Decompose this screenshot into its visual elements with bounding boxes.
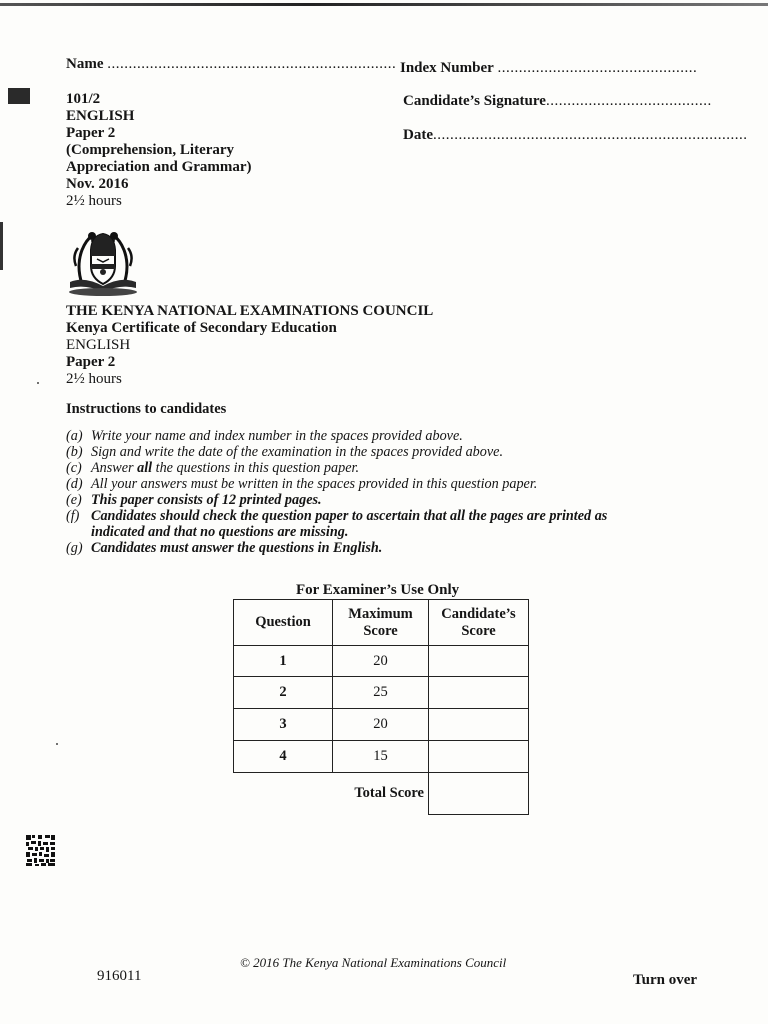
scan-speck	[56, 743, 58, 745]
candidate-score-cell[interactable]	[429, 677, 529, 709]
name-dots: ....................................................................	[107, 56, 397, 72]
question-number: 3	[234, 709, 333, 741]
total-score-cell[interactable]	[429, 773, 529, 815]
instruction-text-pre: Answer	[91, 460, 138, 476]
candidate-score-cell[interactable]	[429, 709, 529, 741]
council-name: THE KENYA NATIONAL EXAMINATIONS COUNCIL	[66, 303, 434, 319]
name-label: Name	[66, 56, 104, 72]
paper-serial-code: 916011	[97, 968, 142, 984]
max-score: 20	[333, 709, 429, 741]
paper-number: Paper 2	[66, 125, 116, 141]
paper-subject: ENGLISH	[66, 108, 135, 124]
instruction-text	[91, 460, 359, 476]
paper-description-line2: Appreciation and Grammar)	[66, 159, 252, 175]
table-row	[234, 741, 529, 773]
instruction-letter: (g)	[66, 540, 83, 556]
examiner-score-table	[233, 599, 529, 815]
instructions-list	[66, 428, 607, 556]
instruction-text-line1: Candidates should check the question paper to ascertain that all the pages are printed as	[91, 508, 608, 524]
table-row	[234, 677, 529, 709]
header-question: Question	[234, 600, 333, 646]
examiner-table-caption: For Examiner’s Use Only	[296, 582, 460, 598]
paper-session: Nov. 2016	[66, 176, 129, 192]
instruction-text: Sign and write the date of the examination in the spaces provided above.	[91, 444, 504, 460]
total-row	[234, 773, 529, 815]
instruction-item	[66, 460, 607, 476]
instruction-text: Candidates must answer the questions in English.	[91, 540, 383, 556]
signature-label: Candidate’s Signature	[403, 93, 546, 109]
instruction-item	[66, 540, 607, 556]
instruction-text-emphasis: all	[137, 460, 153, 476]
instruction-text-line2: indicated and that no questions are missing.	[91, 524, 349, 540]
date-dots: ..........................................................................	[433, 127, 748, 143]
instruction-item	[66, 508, 607, 540]
kenya-coat-of-arms-icon	[62, 226, 144, 298]
instruction-letter: (f)	[66, 508, 80, 524]
certificate-title: Kenya Certificate of Secondary Education	[66, 320, 337, 336]
instruction-text	[91, 508, 607, 540]
table-row	[234, 646, 529, 677]
instructions-heading: Instructions to candidates	[66, 401, 227, 417]
scan-mark	[8, 88, 30, 104]
instruction-item	[66, 476, 607, 492]
total-score-label: Total Score	[354, 785, 424, 802]
question-number: 2	[234, 677, 333, 709]
paper-info-block	[66, 91, 252, 210]
instruction-item	[66, 428, 607, 444]
name-field[interactable]	[66, 56, 396, 73]
instruction-item	[66, 492, 607, 508]
instruction-text: All your answers must be written in the spaces provided in this question paper.	[91, 476, 538, 492]
turn-over-note: Turn over	[633, 972, 698, 988]
question-number: 4	[234, 741, 333, 773]
paper-duration: 2½ hours	[66, 193, 122, 209]
council-paper: Paper 2	[66, 354, 116, 370]
top-border-rule	[0, 3, 768, 6]
instruction-text: Write your name and index number in the spaces provided above.	[91, 428, 463, 444]
instruction-text-post: the questions in this question paper.	[152, 460, 359, 476]
instruction-item	[66, 444, 607, 460]
signature-field[interactable]	[403, 93, 712, 110]
paper-code: 101/2	[66, 91, 101, 107]
council-duration: 2½ hours	[66, 371, 122, 387]
max-score: 15	[333, 741, 429, 773]
scan-edge-mark	[0, 222, 3, 270]
header-max-score: Maximum Score	[333, 600, 429, 646]
index-number-dots: ...............................................	[497, 60, 698, 76]
question-number: 1	[234, 646, 333, 677]
instruction-text: This paper consists of 12 printed pages.	[91, 492, 322, 508]
max-score: 20	[333, 646, 429, 677]
instruction-letter: (e)	[66, 492, 82, 508]
instruction-letter: (a)	[66, 428, 83, 444]
total-spacer	[234, 773, 333, 815]
instruction-letter: (b)	[66, 444, 83, 460]
max-score: 25	[333, 677, 429, 709]
index-number-label: Index Number	[400, 60, 494, 76]
qr-code-icon	[26, 835, 55, 866]
copyright-notice: © 2016 The Kenya National Examinations Council	[240, 955, 507, 970]
header-candidate-score: Candidate’s Score	[429, 600, 529, 646]
signature-dots: .......................................	[545, 93, 712, 109]
date-field[interactable]	[403, 127, 748, 144]
scan-speck	[37, 382, 39, 384]
instruction-letter: (d)	[66, 476, 83, 492]
index-number-field[interactable]	[400, 60, 697, 77]
council-block	[66, 303, 433, 388]
paper-description-line1: (Comprehension, Literary	[66, 142, 235, 158]
candidate-score-cell[interactable]	[429, 646, 529, 677]
candidate-score-cell[interactable]	[429, 741, 529, 773]
table-row	[234, 709, 529, 741]
date-label: Date	[403, 127, 433, 143]
instruction-letter: (c)	[66, 460, 82, 476]
council-subject: ENGLISH	[66, 337, 131, 353]
